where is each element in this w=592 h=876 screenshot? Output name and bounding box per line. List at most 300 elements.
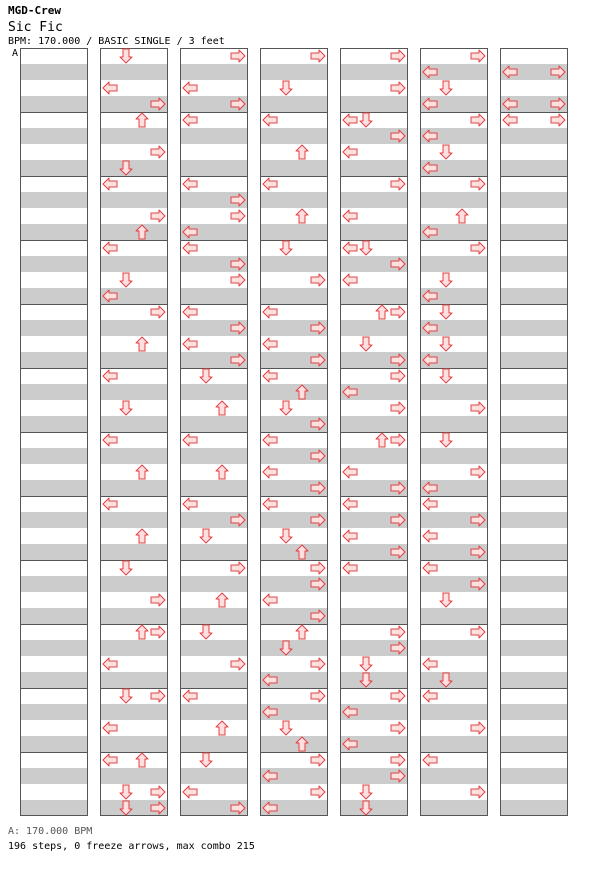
beat-band [500, 640, 568, 656]
beat-band [340, 672, 408, 688]
chart-column-3 [180, 49, 248, 817]
arrow-right-icon [391, 690, 405, 702]
beat-band [20, 224, 88, 240]
arrow-up-icon [216, 593, 228, 607]
arrow-down-icon [360, 785, 372, 799]
beat-band [260, 192, 328, 208]
arrow-left-icon [263, 466, 277, 478]
beat-band [500, 512, 568, 528]
arrow-left-icon [343, 274, 357, 286]
arrow-right-icon [231, 354, 245, 366]
arrow-right-icon [471, 786, 485, 798]
beat-band [20, 736, 88, 752]
beat-band [100, 256, 168, 272]
arrow-right-icon [311, 786, 325, 798]
beat-band [20, 192, 88, 208]
beat-band [260, 736, 328, 752]
arrow-left-icon [423, 130, 437, 142]
beat-band [500, 96, 568, 112]
arrow-right-icon [151, 690, 165, 702]
arrow-right-icon [311, 322, 325, 334]
beat-band [100, 576, 168, 592]
arrow-up-icon [296, 145, 308, 159]
beat-band [100, 128, 168, 144]
beat-band [180, 544, 248, 560]
arrow-left-icon [423, 690, 437, 702]
beat-band [180, 416, 248, 432]
arrow-right-icon [231, 50, 245, 62]
arrow-right-icon [471, 178, 485, 190]
arrow-left-icon [263, 706, 277, 718]
arrow-right-icon [151, 802, 165, 814]
chart-column-6 [420, 49, 488, 817]
arrow-right-icon [391, 82, 405, 94]
arrow-left-icon [183, 434, 197, 446]
arrow-left-icon [343, 738, 357, 750]
beat-band [100, 384, 168, 400]
arrow-left-icon [103, 178, 117, 190]
beat-band [340, 160, 408, 176]
arrow-right-icon [471, 514, 485, 526]
arrow-left-icon [263, 674, 277, 686]
beat-band [100, 736, 168, 752]
beat-band [100, 416, 168, 432]
beat-band [260, 352, 328, 368]
beat-band [500, 256, 568, 272]
arrow-down-icon [280, 721, 292, 735]
arrow-down-icon [280, 81, 292, 95]
arrow-left-icon [263, 802, 277, 814]
arrow-down-icon [120, 561, 132, 575]
arrow-right-icon [391, 50, 405, 62]
beat-band [260, 640, 328, 656]
arrow-right-icon [471, 722, 485, 734]
arrow-up-icon [136, 465, 148, 479]
arrow-down-icon [440, 337, 452, 351]
arrow-right-icon [311, 562, 325, 574]
beat-band [340, 64, 408, 80]
beat-band [180, 224, 248, 240]
arrow-right-icon [311, 754, 325, 766]
arrow-right-icon [551, 114, 565, 126]
chart-column-7 [500, 49, 568, 817]
arrow-right-icon [151, 98, 165, 110]
beat-band [340, 416, 408, 432]
arrow-left-icon [343, 210, 357, 222]
beat-band [20, 416, 88, 432]
song-title: Sic Fic [8, 20, 63, 35]
arrow-down-icon [120, 785, 132, 799]
beat-band [20, 544, 88, 560]
beat-band [500, 224, 568, 240]
arrow-up-icon [136, 753, 148, 767]
beat-band [420, 384, 488, 400]
arrow-right-icon [151, 594, 165, 606]
beat-band [180, 128, 248, 144]
beat-band [20, 672, 88, 688]
beat-band [100, 64, 168, 80]
arrow-left-icon [423, 754, 437, 766]
arrow-left-icon [503, 66, 517, 78]
arrow-up-icon [296, 385, 308, 399]
beat-band [420, 704, 488, 720]
arrow-left-icon [183, 786, 197, 798]
beat-band [260, 448, 328, 464]
beat-band [20, 768, 88, 784]
song-group: MGD-Crew [8, 4, 61, 17]
arrow-down-icon [120, 801, 132, 815]
arrow-left-icon [103, 722, 117, 734]
beat-band [420, 736, 488, 752]
beat-band [20, 256, 88, 272]
arrow-right-icon [391, 514, 405, 526]
arrow-left-icon [263, 498, 277, 510]
beat-band [100, 320, 168, 336]
beat-band [420, 576, 488, 592]
arrow-right-icon [231, 802, 245, 814]
arrow-down-icon [360, 657, 372, 671]
beat-band [420, 352, 488, 368]
beat-band [100, 288, 168, 304]
arrow-right-icon [311, 658, 325, 670]
beat-band [100, 512, 168, 528]
chart-column-5 [340, 49, 408, 817]
arrow-right-icon [391, 130, 405, 142]
arrow-right-icon [151, 210, 165, 222]
beat-band [20, 480, 88, 496]
column-border [181, 49, 248, 816]
arrow-down-icon [200, 529, 212, 543]
arrow-down-icon [440, 145, 452, 159]
beat-band [180, 64, 248, 80]
arrow-left-icon [183, 242, 197, 254]
arrow-right-icon [311, 690, 325, 702]
beat-band [500, 128, 568, 144]
column-border [261, 49, 328, 816]
beat-band [100, 704, 168, 720]
arrow-up-icon [136, 225, 148, 239]
beat-band [180, 736, 248, 752]
beat-band [500, 576, 568, 592]
arrow-left-icon [423, 226, 437, 238]
arrow-down-icon [440, 433, 452, 447]
arrow-right-icon [231, 98, 245, 110]
beat-band [420, 416, 488, 432]
arrow-right-icon [391, 546, 405, 558]
beat-band [180, 160, 248, 176]
beat-band [340, 224, 408, 240]
beat-band [340, 320, 408, 336]
beat-band [420, 320, 488, 336]
arrow-right-icon [391, 754, 405, 766]
arrow-left-icon [183, 690, 197, 702]
beat-band [500, 288, 568, 304]
arrow-down-icon [360, 337, 372, 351]
beat-band [260, 224, 328, 240]
beat-band [260, 704, 328, 720]
beat-band [180, 768, 248, 784]
arrow-right-icon [151, 306, 165, 318]
arrow-down-icon [440, 81, 452, 95]
beat-band [500, 480, 568, 496]
arrow-right-icon [391, 402, 405, 414]
beat-band [500, 800, 568, 816]
beat-band [420, 608, 488, 624]
arrow-right-icon [471, 242, 485, 254]
beat-band [260, 64, 328, 80]
beat-band [180, 640, 248, 656]
arrow-down-icon [280, 401, 292, 415]
beat-band [260, 288, 328, 304]
beat-band [340, 640, 408, 656]
arrow-right-icon [311, 354, 325, 366]
beat-band [100, 480, 168, 496]
arrow-left-icon [343, 562, 357, 574]
chart-info: BPM: 170.000 / BASIC SINGLE / 3 feet [8, 36, 225, 47]
beat-band [340, 448, 408, 464]
arrow-left-icon [103, 242, 117, 254]
chart-column-2 [100, 49, 168, 817]
beat-band [420, 800, 488, 816]
arrow-right-icon [471, 466, 485, 478]
arrow-right-icon [151, 626, 165, 638]
beat-band [260, 128, 328, 144]
beat-band [500, 416, 568, 432]
beat-band [420, 288, 488, 304]
beat-band [20, 608, 88, 624]
arrow-left-icon [343, 498, 357, 510]
bpm-marker-line [20, 48, 88, 49]
beat-band [420, 128, 488, 144]
arrow-left-icon [103, 754, 117, 766]
arrow-left-icon [263, 306, 277, 318]
arrow-left-icon [103, 370, 117, 382]
beat-band [420, 480, 488, 496]
arrow-left-icon [263, 370, 277, 382]
beat-band [100, 160, 168, 176]
beat-band [100, 224, 168, 240]
beat-band [500, 608, 568, 624]
arrow-left-icon [103, 290, 117, 302]
beat-band [180, 256, 248, 272]
beat-band [340, 192, 408, 208]
beat-band [100, 640, 168, 656]
beat-band [340, 384, 408, 400]
arrow-right-icon [151, 146, 165, 158]
beat-band [340, 576, 408, 592]
arrow-left-icon [343, 530, 357, 542]
beat-band [20, 384, 88, 400]
arrow-right-icon [551, 66, 565, 78]
arrow-right-icon [391, 178, 405, 190]
beat-band [20, 352, 88, 368]
beat-band [500, 192, 568, 208]
beat-band [100, 96, 168, 112]
arrow-down-icon [120, 273, 132, 287]
beat-band [20, 512, 88, 528]
arrow-left-icon [423, 562, 437, 574]
beat-band [100, 800, 168, 816]
arrow-left-icon [423, 322, 437, 334]
beat-band [260, 256, 328, 272]
arrow-up-icon [136, 529, 148, 543]
chart-column-1 [20, 49, 88, 876]
arrow-right-icon [471, 546, 485, 558]
arrow-left-icon [343, 706, 357, 718]
arrow-right-icon [231, 562, 245, 574]
beat-band [260, 384, 328, 400]
beat-band [20, 288, 88, 304]
column-border [21, 49, 88, 816]
beat-band [340, 352, 408, 368]
beat-band [180, 288, 248, 304]
arrow-right-icon [231, 274, 245, 286]
arrow-right-icon [551, 98, 565, 110]
arrow-down-icon [280, 529, 292, 543]
beat-band [420, 512, 488, 528]
arrow-right-icon [231, 514, 245, 526]
arrow-right-icon [311, 50, 325, 62]
arrow-left-icon [183, 498, 197, 510]
beat-band [500, 672, 568, 688]
beat-band [180, 384, 248, 400]
beat-band [260, 96, 328, 112]
arrow-left-icon [423, 498, 437, 510]
beat-band [180, 352, 248, 368]
arrow-left-icon [183, 178, 197, 190]
beat-band [340, 128, 408, 144]
beat-band [420, 192, 488, 208]
beat-band [180, 320, 248, 336]
arrow-left-icon [503, 98, 517, 110]
arrow-down-icon [440, 369, 452, 383]
arrow-left-icon [263, 594, 277, 606]
beat-band [260, 512, 328, 528]
arrow-up-icon [296, 209, 308, 223]
arrow-down-icon [120, 49, 132, 63]
chart-column-4 [260, 49, 328, 817]
beat-band [100, 448, 168, 464]
bpm-legend: A: 170.000 BPM [8, 826, 93, 837]
arrow-left-icon [423, 658, 437, 670]
arrow-up-icon [216, 465, 228, 479]
beat-band [500, 736, 568, 752]
arrow-right-icon [471, 578, 485, 590]
beat-band [20, 320, 88, 336]
arrow-down-icon [200, 625, 212, 639]
arrow-left-icon [263, 338, 277, 350]
arrow-down-icon [440, 305, 452, 319]
beat-band [20, 64, 88, 80]
arrow-down-icon [360, 801, 372, 815]
arrow-right-icon [231, 210, 245, 222]
arrow-up-icon [296, 545, 308, 559]
arrow-up-icon [296, 737, 308, 751]
arrow-up-icon [296, 625, 308, 639]
arrow-left-icon [263, 434, 277, 446]
arrow-left-icon [423, 290, 437, 302]
beat-band [20, 128, 88, 144]
arrow-right-icon [391, 434, 405, 446]
arrow-left-icon [423, 162, 437, 174]
arrow-left-icon [343, 242, 357, 254]
beat-band [100, 192, 168, 208]
arrow-left-icon [263, 178, 277, 190]
beat-band [100, 352, 168, 368]
arrow-right-icon [471, 114, 485, 126]
arrow-left-icon [183, 338, 197, 350]
beat-band [340, 96, 408, 112]
beat-band [180, 192, 248, 208]
arrow-down-icon [440, 273, 452, 287]
arrow-right-icon [311, 610, 325, 622]
arrow-up-icon [136, 113, 148, 127]
arrow-up-icon [376, 305, 388, 319]
beat-band [420, 64, 488, 80]
arrow-right-icon [231, 658, 245, 670]
beat-band [340, 608, 408, 624]
beat-band [100, 672, 168, 688]
arrow-down-icon [360, 241, 372, 255]
beat-band [260, 576, 328, 592]
beat-band [260, 672, 328, 688]
beat-band [420, 672, 488, 688]
arrow-right-icon [231, 194, 245, 206]
arrow-left-icon [263, 770, 277, 782]
arrow-left-icon [423, 482, 437, 494]
beat-band [260, 416, 328, 432]
arrow-right-icon [391, 258, 405, 270]
arrow-right-icon [311, 274, 325, 286]
beat-band [420, 96, 488, 112]
beat-band [420, 544, 488, 560]
arrow-up-icon [216, 401, 228, 415]
arrow-left-icon [183, 226, 197, 238]
arrow-down-icon [280, 241, 292, 255]
arrow-left-icon [263, 114, 277, 126]
column-border [501, 49, 568, 816]
arrow-left-icon [103, 658, 117, 670]
beat-band [20, 640, 88, 656]
beat-band [20, 160, 88, 176]
beat-band [180, 608, 248, 624]
arrow-left-icon [343, 114, 357, 126]
beat-band [180, 800, 248, 816]
beat-band [180, 480, 248, 496]
beat-band [180, 512, 248, 528]
arrow-right-icon [471, 626, 485, 638]
beat-band [20, 800, 88, 816]
arrow-down-icon [440, 593, 452, 607]
arrow-right-icon [311, 482, 325, 494]
beat-band [500, 448, 568, 464]
arrow-down-icon [120, 401, 132, 415]
arrow-down-icon [280, 641, 292, 655]
arrow-right-icon [391, 370, 405, 382]
beat-band [260, 320, 328, 336]
beat-band [500, 352, 568, 368]
column-border [101, 49, 168, 816]
arrow-right-icon [151, 786, 165, 798]
arrow-left-icon [423, 530, 437, 542]
arrow-right-icon [311, 450, 325, 462]
arrow-down-icon [200, 369, 212, 383]
bpm-marker-label: A [12, 48, 19, 59]
beat-band [500, 768, 568, 784]
beat-band [340, 736, 408, 752]
beat-band [180, 96, 248, 112]
beat-band [340, 800, 408, 816]
